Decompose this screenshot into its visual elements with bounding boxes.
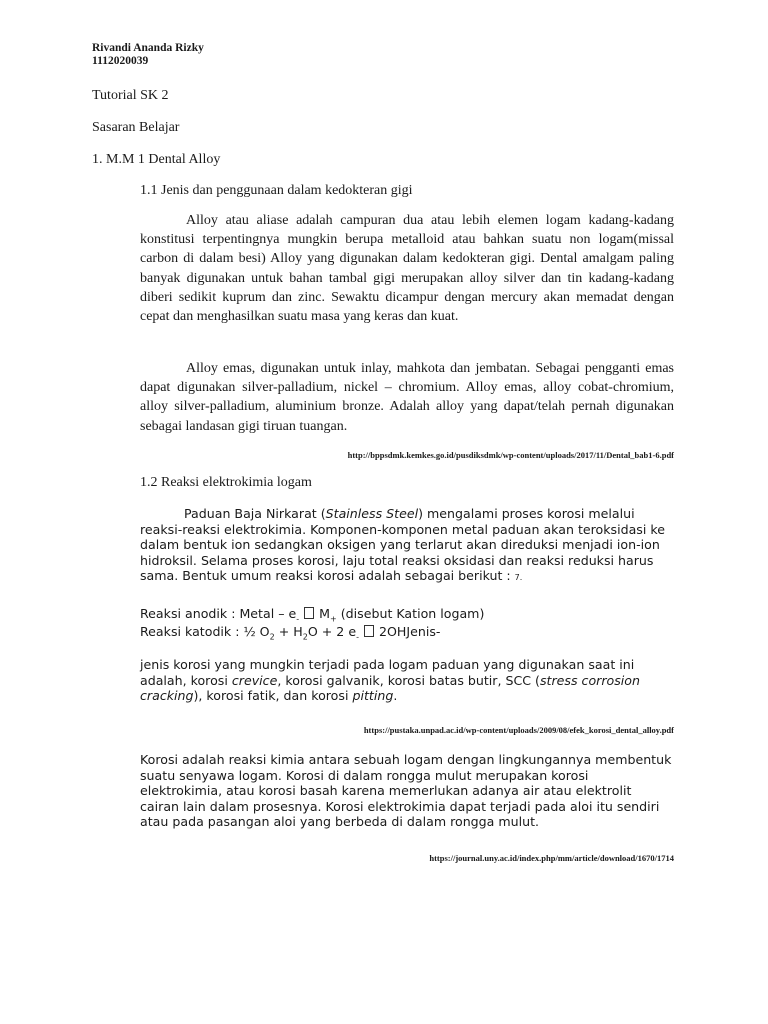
source-link-1[interactable]: http://bppsdmk.kemkes.go.id/pusdiksdmk/wp-content/uploads/2017/11/Dental_bab1-6.pdf xyxy=(347,450,674,460)
cathodic-reaction: Reaksi katodik : ½ $O_2 + H_2O + 2$ $e_-$ 2OHJenis- xyxy=(140,624,441,642)
author-header xyxy=(92,42,204,68)
subsection-heading-1-1: 1.1 Jenis dan penggunaan dalam kedokteran gigi xyxy=(140,183,413,198)
anodic-reaction: Reaksi anodik : Metal – $e_-$ $M_+$ (disebut Kation logam) xyxy=(140,606,485,624)
italic-stainless-steel: Stainless Steel xyxy=(325,506,419,521)
author-name: Rivandi Ananda Rizky xyxy=(92,42,204,54)
author-id: 1112020039 xyxy=(92,55,149,67)
document-subtitle: Sasaran Belajar xyxy=(92,120,180,135)
arrow-placeholder-icon xyxy=(304,607,314,619)
paragraph-alloy-definition: Alloy atau aliase adalah campuran dua atau lebih elemen logam kadang-kadang konstitusi terpentingnya mungkin berupa metalloid atau bahkan suatu non logam(missal carbon di dalam besi) Alloy yang digunakan dalam kedokteran gigi. Dental amalgam paling banyak digunakan untuk bahan tambal gigi merupakan alloy silver dan tin kadang-kadang diberi sedikit kuprum dan zinc. Sewaktu dicampur dengan mercury akan memadat dengan cepat dan menghasilkan suatu masa yang keras dan kuat. xyxy=(140,213,674,325)
paragraph-corrosion-types: jenis korosi yang mungkin terjadi pada logam paduan yang digunakan saat ini adalah, korosi crevice, korosi galvanik, korosi batas butir, SCC (stress corrosion cracking), korosi fatik, dan korosi pitting. xyxy=(140,657,640,703)
section-heading: 1. M.M 1 Dental Alloy xyxy=(92,152,221,167)
subsection-heading-1-2: 1.2 Reaksi elektrokimia logam xyxy=(140,475,312,490)
source-link-2[interactable]: https://pustaka.unpad.ac.id/wp-content/uploads/2009/08/efek_korosi_dental_alloy.pdf xyxy=(363,725,674,735)
arrow-placeholder-icon xyxy=(364,625,374,637)
paragraph-alloy-emas: Alloy emas, digunakan untuk inlay, mahkota dan jembatan. Sebagai pengganti emas dapat digunakan silver-palladium, nickel – chromium. Alloy emas, alloy cobat-chromium, alloy silver-palladium, aluminium bronze. Adalah alloy yang dapat/telah pernah digunakan sebagai landasan gigi tiruan tuangan. xyxy=(140,361,674,434)
paragraph-stainless-steel: Paduan Baja Nirkarat (Stainless Steel) mengalami proses korosi melalui reaksi-reaksi elektrokimia. Komponen-komponen metal paduan akan teroksidasi ke dalam bentuk ion sedangkan oksigen yang terlarut akan direduksi menjadi ion-ion hidroksil. Selama proses korosi, laju total reaksi oksidasi dan reaksi reduksi harus sama. Bentuk umum reaksi korosi adalah sebagai berikut : 7. xyxy=(140,506,665,583)
source-link-3[interactable]: https://journal.uny.ac.id/index.php/mm/article/download/1670/1714 xyxy=(429,853,674,863)
paragraph-corrosion-definition: Korosi adalah reaksi kimia antara sebuah logam dengan lingkungannya membentuk suatu senyawa logam. Korosi di dalam rongga mulut merupakan korosi elektrokimia, atau korosi basah karena memerlukan adanya air atau elektrolit cairan lain dalam prosesnya. Korosi elektrokimia dapat terjadi pada aloi itu sendiri atau pada pasangan aloi yang berbeda di dalam rongga mulut. xyxy=(140,752,672,830)
document-title: Tutorial SK 2 xyxy=(92,88,169,103)
reference-number: 7. xyxy=(514,573,523,582)
